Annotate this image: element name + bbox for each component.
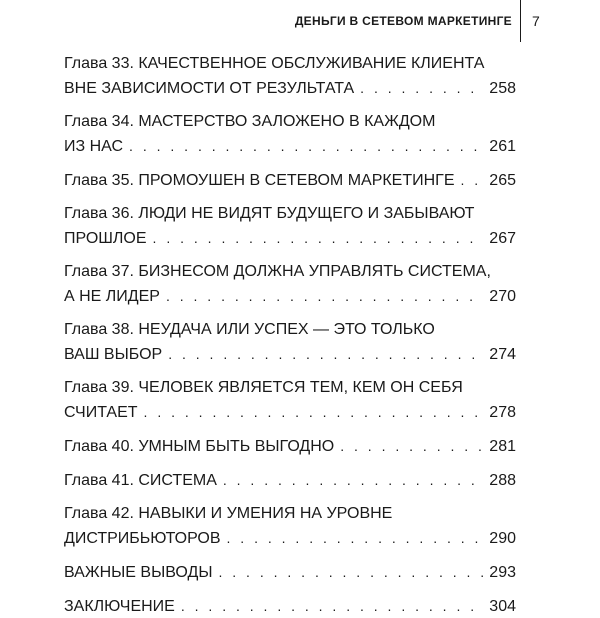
toc-entry-page: 304 (489, 598, 516, 615)
toc-entry-page: 274 (489, 346, 516, 363)
toc-entry-last-line (64, 226, 516, 250)
toc-entry-page: 281 (489, 438, 516, 455)
toc-entry (64, 168, 516, 192)
toc-entry-last-line (64, 468, 516, 492)
toc-entry (64, 202, 516, 250)
toc-entry (64, 434, 516, 458)
toc-entry-last-line (64, 284, 516, 308)
running-head-title: ДЕНЬГИ В СЕТЕВОМ МАРКЕТИНГЕ (294, 14, 512, 28)
toc-entry (64, 502, 516, 550)
toc-entry-title-line: Глава 33. КАЧЕСТВЕННОЕ ОБСЛУЖИВАНИЕ КЛИЕНТА (64, 55, 485, 72)
table-of-contents (64, 52, 516, 618)
toc-entry-page: 288 (489, 472, 516, 489)
toc-entry-title-end: ПРОШЛОЕ (64, 230, 147, 247)
toc-entry-page: 278 (489, 404, 516, 421)
toc-entry-page: 293 (489, 564, 516, 581)
toc-entry (64, 594, 516, 618)
toc-entry-page: 267 (489, 230, 516, 247)
toc-entry-title-line: Глава 34. МАСТЕРСТВО ЗАЛОЖЕНО В КАЖДОМ (64, 113, 436, 130)
toc-entry-title-line: Глава 38. НЕУДАЧА ИЛИ УСПЕХ — ЭТО ТОЛЬКО (64, 321, 435, 338)
dot-leader (223, 468, 483, 492)
toc-entry-title-end: А НЕ ЛИДЕР (64, 288, 160, 305)
toc-entry-page: 265 (489, 172, 516, 189)
dot-leader (461, 168, 484, 192)
toc-entry-title-line: Глава 42. НАВЫКИ И УМЕНИЯ НА УРОВНЕ (64, 505, 393, 522)
page-number: 7 (532, 13, 540, 29)
toc-entry-title-end: ЗАКЛЮЧЕНИЕ (64, 598, 175, 615)
toc-entry (64, 260, 516, 308)
toc-entry-last-line (64, 526, 516, 550)
toc-entry-last-line (64, 594, 516, 618)
toc-entry (64, 468, 516, 492)
toc-entry (64, 560, 516, 584)
toc-entry-page: 290 (489, 530, 516, 547)
toc-entry-title-end: Глава 35. ПРОМОУШЕН В СЕТЕВОМ МАРКЕТИНГЕ (64, 172, 455, 189)
toc-entry-last-line (64, 434, 516, 458)
toc-entry (64, 52, 516, 100)
dot-leader (166, 284, 483, 308)
toc-entry-last-line (64, 400, 516, 424)
toc-entry-page: 258 (489, 80, 516, 97)
toc-entry-title-end: ВНЕ ЗАВИСИМОСТИ ОТ РЕЗУЛЬТАТА (64, 80, 355, 97)
dot-leader (144, 400, 484, 424)
dot-leader (181, 594, 483, 618)
toc-entry (64, 318, 516, 366)
toc-entry-page: 270 (489, 288, 516, 305)
toc-entry-page: 261 (489, 138, 516, 155)
toc-entry-title-end: ДИСТРИБЬЮТОРОВ (64, 530, 221, 547)
dot-leader (219, 560, 484, 584)
header-divider (520, 0, 521, 42)
toc-entry-last-line (64, 342, 516, 366)
dot-leader (227, 526, 484, 550)
toc-entry-last-line (64, 134, 516, 158)
dot-leader (360, 76, 483, 100)
toc-entry-last-line (64, 168, 516, 192)
toc-entry (64, 376, 516, 424)
toc-entry-title-end: Глава 40. УМНЫМ БЫТЬ ВЫГОДНО (64, 438, 335, 455)
dot-leader (153, 226, 484, 250)
dot-leader (129, 134, 483, 158)
toc-entry (64, 110, 516, 158)
toc-entry-last-line (64, 560, 516, 584)
toc-entry-title-end: ВАШ ВЫБОР (64, 346, 163, 363)
dot-leader (340, 434, 483, 458)
toc-entry-title-line: Глава 39. ЧЕЛОВЕК ЯВЛЯЕТСЯ ТЕМ, КЕМ ОН СЕБЯ (64, 379, 463, 396)
toc-entry-title-end: ВАЖНЫЕ ВЫВОДЫ (64, 564, 213, 581)
toc-entry-title-line: Глава 37. БИЗНЕСОМ ДОЛЖНА УПРАВЛЯТЬ СИСТЕМА, (64, 263, 491, 280)
dot-leader (168, 342, 483, 366)
toc-entry-title-end: СЧИТАЕТ (64, 404, 138, 421)
toc-entry-last-line (64, 76, 516, 100)
toc-entry-title-end: ИЗ НАС (64, 138, 124, 155)
toc-entry-title-line: Глава 36. ЛЮДИ НЕ ВИДЯТ БУДУЩЕГО И ЗАБЫВАЮТ (64, 205, 475, 222)
toc-entry-title-end: Глава 41. СИСТЕМА (64, 472, 217, 489)
